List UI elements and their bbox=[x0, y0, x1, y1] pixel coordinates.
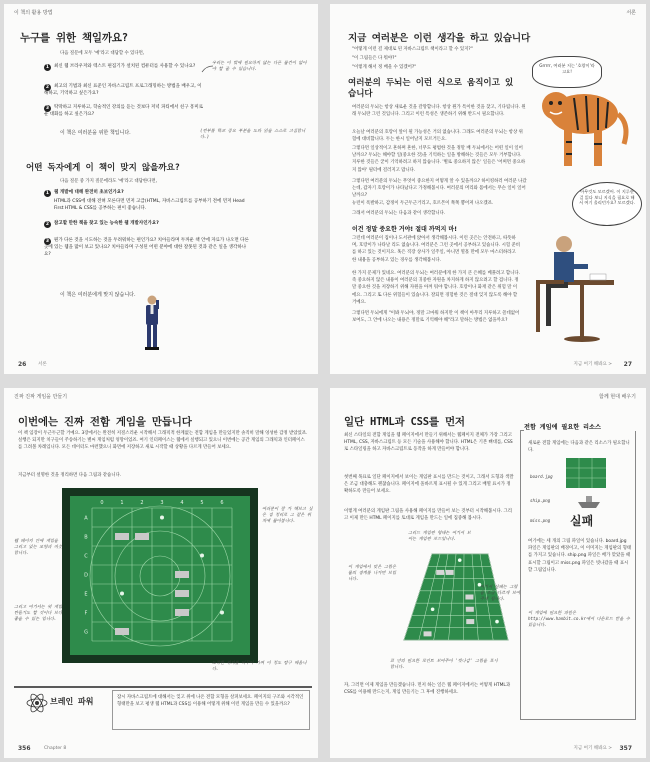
body-paragraph: 이 책 임장이 두근두근할 거예요. 3장에서는 완전히 저질스러운 시작해서 그래픽적 한계없는 전함 게임을 만들었지만 솔직히 말해 엉성한 감정 받았었죠. 실행은 되지만 치구들이 주송하기는 별씨 게임처럼 엉망이었죠. 여기 인터페이스는 웹에서 실행되고 있으니 이번에는 공간 게임의 그래픽과 인터페이스를 그려볼 차례입니다. 모든 데이터도 마련했으니 화면에 저장하고 새로 시작할 때 상황을 다르게 만들어 보세요. bbox=[18, 431, 308, 451]
row-label: D bbox=[84, 572, 88, 579]
ship-marker bbox=[466, 607, 474, 612]
brain-power-rule bbox=[14, 686, 312, 688]
question-2-text: 최고의 기법과 최신 표준인 자바스크립트 프로그래밍하는 방법을 배우고, 이해하고, 기억하고 싶은가요? bbox=[44, 84, 202, 96]
page-number: 26 bbox=[18, 361, 27, 368]
miss-marker bbox=[495, 620, 499, 624]
handwritten-note-2: (전부를 학교 중요 부분을 도와 읽을 스스로 고심합니다.) bbox=[200, 128, 306, 139]
body-paragraph-9: 그렇다면 두뇌에게 "이봐 두뇌야, 정말 고마워 하지만 이 책이 아무리 지루하고 쓸데없어 보여도, 그 안에 나오는 내용은 정말로 기억해야 해"라고 말하는 방법은 없을까요? bbox=[352, 311, 520, 324]
board-thumbnail bbox=[566, 458, 606, 488]
footer-label: Chapter 8 bbox=[44, 746, 67, 751]
ship-marker bbox=[175, 590, 189, 597]
thinking-man-illustration bbox=[528, 224, 628, 344]
annotation-bottom: 도착한 위치를 바꾸어 가며 이 정도 탐구 배웁니다. bbox=[212, 660, 307, 671]
ship-marker bbox=[436, 570, 444, 575]
ship-marker bbox=[446, 570, 454, 575]
row-label: G bbox=[84, 629, 88, 636]
man-thought-bubble: 아무것도 모르겠어. 이 지루한 걸 읽다 보니 지식을 필요로 해서 여기 올리던가요? 모르겠다. bbox=[572, 182, 642, 226]
page-title: 일단 HTML과 CSS를 먼저 bbox=[344, 416, 465, 428]
page-27 bbox=[330, 4, 646, 374]
page-number: 357 bbox=[619, 745, 632, 752]
ship-marker bbox=[115, 628, 129, 635]
board-background bbox=[70, 496, 250, 655]
question-4: 1 웹 개발에 대해 완전히 초보인가요? bbox=[45, 190, 124, 196]
miss-marker bbox=[120, 592, 124, 596]
body-paragraph-8: 한 가지 문제가 있네요. 여러분의 두뇌는 여러분에게 한 가지 큰 은혜를 베풀려고 합니다. 즉 중요하지 않은 내용이 여러분의 귀중한 자원을 차지하게 하지 않으려고 할 겁니다. 정말 중요한 것을 저장하기 위해 자원을 아껴 둬야 합니다. 호랑이나 화재 같은 위험 말 이에요. 그리고 또 다른 위험들이 있습니다. 잘되면 경험한 것은 절대 잊지 않도록 해야 할 거예요. bbox=[352, 271, 520, 305]
ship-marker bbox=[175, 609, 189, 616]
brain-power-box bbox=[112, 690, 310, 730]
resource-ship-label: ship.png bbox=[530, 498, 551, 503]
footer-label: 지금 여기 해봐요 > bbox=[573, 362, 612, 367]
question-6: 3 뭔가 다른 것을 시도하는 것을 두려워하는 편인가요? 치아들라며 두꺼운 책 안에 자료가 나오면 다른 곳에 있는 웹을 많이 보고 있나요? 치아들라며 구성된 어떤 분야에 대한 잘못된 것과 같은 일을 생각하나요? bbox=[44, 238, 249, 257]
intro-text: 다음 질문에 모두 '예'라고 대답할 수 있다면, bbox=[60, 51, 145, 56]
atom-icon bbox=[26, 692, 48, 714]
brain-power-text: 잠시 자바스크립트에 대해서는 잊고 위에 나온 전함 모형을 살펴보세요. 페이지의 구조와 시각적인 형태만을 보고 평생 웹 HTML과 CSS를 이용해 어떻게 위해 이런 게임을 만들 수 있을까요? bbox=[117, 695, 304, 708]
body-paragraph-1: 여러분의 두뇌는 항상 새로운 것을 갈망합니다. 항상 뭔가 특이한 것을 찾고, 기다립니다. 원래 두뇌란 그런 것입니다. 그리고 이런 특성은 생존하기 위해 반드시 필요합니다. bbox=[352, 105, 526, 118]
body-paragraph-4: 자, 그러면 이제 게임을 만들겠습니다. 먼저 하는 일은 웹 페이지에서는 어떻게 HTML과 CSS를 이용해 만드는지, 게임 만들기는 그 후에 진행하세요. bbox=[344, 683, 511, 696]
miss-marker bbox=[458, 558, 462, 562]
row-label: C bbox=[84, 553, 88, 560]
column-label: 2 bbox=[140, 500, 144, 506]
body-paragraph-5: 뉴런이 폭발하고, 감정이 두근두근거리고, 호르몬이 쭉쭉 뿜어져 나오겠죠. bbox=[352, 201, 494, 206]
question-6-text: 뭔가 다른 것을 시도하는 것을 두려워하는 편인가요? 치아들라며 두꺼운 책 안에 자료가 나오면 다른 곳에 있는 웹을 많이 보고 있나요? 치아들라며 구성된 어떤 분야에 대한 잘못된 것과 같은 일을 생각하나요? bbox=[44, 238, 249, 257]
body-paragraph-3: 그렇다면 일상적이고 흔하며 흔한, 너무도 평범한 것을 정말 배 두뇌에서는 어떤 일이 일어날까요? 두뇌는 해야할 일(중요한 것)을 기억하는 일을 방해하는 것들은 모두 거부합니다. 지루한 것들은 굳이 기억하려고 하지 않습니다. '별로 중요하지 않은' 일들은 '어쩌면 중요하지 않아' 필터에 걸러지고 맙니다. bbox=[352, 146, 526, 173]
row-label: F bbox=[84, 610, 88, 617]
body-paragraph-2: 지금부터 설명한 것을 정리하면 다음 그림과 같습니다. bbox=[18, 473, 122, 478]
question-1: 1 최신 웹 브라우저와 텍스트 편집기가 설치된 컴퓨터를 사용할 수 있나요? bbox=[45, 64, 196, 70]
annotation-left-1: 웹 페이지 안에 게임을 그리고 있는 모양과 비슷합니다. bbox=[14, 538, 63, 555]
miss-label: 실패 bbox=[570, 514, 594, 528]
column-label: 6 bbox=[220, 500, 224, 506]
ship-icon bbox=[576, 492, 602, 510]
page-title: 이번에는 진짜 전함 게임을 만듭니다 bbox=[18, 416, 192, 428]
quote-3: "이렇게 해서 정 배울 수 있겠어?" bbox=[352, 65, 417, 70]
body-paragraph-2: 첫번째 목표로 일단 페이지에서 보이는 게임판 표시를 만드는 것이고, 그래서 도형과 색깔은 조금 대충해도 괜찮습니다. 페이지에 올바르게 표시될 수 있게 그리고 배열 표시가 정확하도록 만들어 보세요. bbox=[344, 475, 514, 495]
row-label: B bbox=[84, 534, 88, 541]
question-2: 2 최고의 기법과 최신 표준인 자바스크립트 프로그래밍하는 방법을 배우고, 이해하고, 기억하고 싶은가요? bbox=[44, 84, 202, 96]
tiger-speech-bubble: Grrrrr, 여러분 저는 '호랑이'라고요! bbox=[532, 56, 602, 88]
annotation-right: 여기서 실패는 그림을 조금 다르게 보여주게 됩니다. bbox=[480, 584, 520, 601]
body-paragraph-7: 그런데 여러분이 집이나 도서관에 앉아서 생각해봅시다. 이런 곳은는 안전하고, 따뜻하며, 호랑이가 나타날 리도 없습니다. 여러분은 그런 곳에서 공부하고 있습니다. 시험 준비를 하고 있는 것이지요. 혹은 직장 상사가 일주일, 아니면 열흘 만에 모두 마스터하라고 한 내용을 공부하고 있는 경우를 생각해봅시다. bbox=[352, 236, 520, 263]
arrow-icon bbox=[200, 64, 214, 74]
column-label: 1 bbox=[120, 500, 124, 506]
column-label: 5 bbox=[200, 500, 204, 506]
tiger-illustration bbox=[534, 84, 634, 174]
quote-1: "어떻게 이런 걸 제대로 된 자바스크립트 책이라고 할 수 있지?" bbox=[352, 47, 473, 52]
body-paragraph-2: 오늘날 여러분의 호랑이 앞이 될 가능성은 거의 없습니다. 그래도 여러분의 두뇌는 항상 위험에 대비합니다. 두는 한시 일어날지 모르거든요. bbox=[352, 130, 523, 143]
sidebar-text: 새로운 전함 게임에는 다음과 같은 리소스가 필요합니다. bbox=[528, 441, 630, 454]
brain-power-label: 브레인 파워 bbox=[50, 697, 94, 706]
annotation-top: 그리드 게임판 형태는 여기서 보이는 게임판 보드입니다. bbox=[408, 530, 471, 541]
running-head: 서론 bbox=[626, 10, 636, 16]
question-4-text: 웹 개발에 대해 완전히 초보인가요? bbox=[54, 190, 124, 195]
miss-marker bbox=[220, 611, 224, 615]
page-356 bbox=[4, 388, 318, 758]
question-1-text: 최신 웹 브라우저와 텍스트 편집기가 설치된 컴퓨터를 사용할 수 있나요? bbox=[54, 64, 196, 69]
answer-1: 이 책은 여러분을 위한 책입니다. bbox=[60, 130, 131, 136]
page-number: 27 bbox=[623, 361, 632, 368]
question-4-detail: HTML과 CSS에 대해 전혀 모른다면 먼저 고급(HTML, 자바스크립트를 공부하기 전에 먼저 Head First HTML & CSS를 공부하는 편이 좋습니다. bbox=[54, 199, 245, 211]
running-head: 함께 현대 배우기 bbox=[599, 394, 636, 400]
quote-2: "이 그림들은 다 뭐야?" bbox=[352, 56, 397, 61]
body-paragraph-3: 이렇게 여러분의 게임판 그림을 사용해 페이지를 만들어 보는 것부터 시작해봅시다. 그리고 이제 만든 HTML 페이지를 토대로 게임을 만드는 일에 집중해 봅시다. bbox=[344, 509, 513, 522]
businessman-illustration bbox=[138, 294, 166, 352]
sidebar-title: 전함 게임에 필요한 리소스 bbox=[524, 422, 638, 431]
sidebar-description: 여기에는 세 개의 그림 파일이 있습니다. board.jpg 파일은 게임판의 배경이고, 이 이미지는 게임판의 형태를 가지고 있습니다. ship.png 파일은 배가 맞았을 때 표시할 그림이고 miss.png 파일은 빗나갔을 때 표시할 그림입니다. bbox=[528, 539, 632, 573]
resource-board-label: board.jpg bbox=[530, 474, 553, 479]
ship-marker bbox=[115, 533, 129, 540]
page-357 bbox=[330, 388, 646, 758]
ship-marker bbox=[135, 533, 149, 540]
answer-2: 이 책은 여러분에게 맞지 않습니다. bbox=[60, 292, 136, 298]
section-title: 어떤 독자에게 이 책이 맞지 않을까요? bbox=[26, 163, 180, 173]
row-label: A bbox=[84, 515, 88, 522]
column-label: 0 bbox=[100, 500, 104, 506]
question-3-text: 딱딱하고 지루하고, 학술적인 강의를 듣는 것보다 저녁 파티에서 친구 흥미로운 대화를 하고 싶은가요? bbox=[44, 105, 204, 117]
running-head: 진짜 진짜 게임을 만들기 bbox=[14, 394, 68, 400]
intro-text-2: 다음 질문 중 가지 질문에라도 '예'라고 대답한다면, bbox=[60, 179, 158, 184]
ship-marker bbox=[466, 619, 474, 624]
subheading: 이건 정말 중요한 거야! 절대 까먹지 마! bbox=[352, 226, 457, 233]
question-5: 2 참고할 만한 책을 찾고 있는 능숙한 웹 개발자인가요? bbox=[45, 221, 159, 227]
ship-marker bbox=[424, 631, 432, 636]
annotation-left: 이 게임에서 맞은 그림은 물의 경계를 나가면 보입니다. bbox=[348, 564, 397, 581]
question-5-text: 참고할 만한 책을 찾고 있는 능숙한 웹 개발자인가요? bbox=[54, 221, 159, 226]
miss-marker bbox=[200, 554, 204, 558]
ship-marker bbox=[175, 571, 189, 578]
section-title: 여러분의 두뇌는 이런 식으로 움직이고 있습니다 bbox=[348, 78, 514, 99]
miss-marker bbox=[431, 607, 435, 611]
column-label: 3 bbox=[160, 500, 164, 506]
battleship-board-3d bbox=[62, 488, 258, 663]
running-head: 이 책의 활용 방법 bbox=[14, 10, 53, 16]
body-paragraph-4: 그렇다면 여러분의 두뇌는 무엇이 중요한지 어떻게 알 수 있을까요? 하이킹하러 여러분 나갔는데, 갑자기 호랑이가 나타났다고 가정해봅시다. 여러분의 머리와 몸에서는 무슨 일이 일어날까요? bbox=[352, 179, 527, 199]
column-label: 4 bbox=[180, 500, 184, 506]
page-title: 지금 여러분은 이런 생각을 하고 있습니다 bbox=[348, 33, 531, 44]
page-number: 356 bbox=[18, 745, 31, 752]
annotation-left-2: 그리고 여기서는 위 게임 만들기도 할 것이다 보다 좋을 수 있는 입니다. bbox=[14, 604, 63, 621]
ship-marker bbox=[465, 595, 473, 600]
question-3: 3 딱딱하고 지루하고, 학술적인 강의를 듣는 것보다 저녁 파티에서 친구 흥미로운 대화를 하고 싶은가요? bbox=[44, 105, 204, 117]
sidebar-download-note: 이 게임에 필요한 파일은 http://www.hanbit.co.kr에서 다운로드 받을 수 있습니다. bbox=[528, 610, 630, 627]
body-paragraph-1: 최신 스타일의 전함 게임을 웹 페이지에서 만들기 위해서는 웹페이지 전체가 가장 그리고 HTML, CSS, 자바스크립트 등 모든 기술을 사용해야 합니다. HTML은 기본 뼈대를, CSS로 스타일링을 하고 자바스크립트로 동작을 하게 만들어야 합니다. bbox=[344, 433, 513, 453]
footer-label: 서론 bbox=[38, 362, 47, 367]
page-title: 누구를 위한 책일까요? bbox=[20, 32, 128, 44]
annotation-bottom: 표 안의 필요한 포인트 보여주어 '빗나감' 그림을 표시합니다. bbox=[390, 658, 498, 669]
row-label: E bbox=[84, 591, 88, 598]
annotation-right: 여러분이 잘 가 해보고 싶은 점 정리로 그 같은 위치에 물어봅니다. bbox=[262, 506, 313, 523]
body-paragraph-6: 그래서 여러분의 두뇌는 다음과 같이 생각합니다. bbox=[352, 211, 446, 216]
resource-miss-label: miss.png bbox=[530, 518, 551, 523]
miss-marker bbox=[160, 516, 164, 520]
page-26 bbox=[4, 4, 318, 374]
footer-label: 지금 여기 해봐요 > bbox=[573, 746, 612, 751]
handwritten-note-1: 우리는 이 밖에 필요하지 않는 다른 물건이 없어야 할 줄 수 있습니다. bbox=[212, 60, 307, 71]
